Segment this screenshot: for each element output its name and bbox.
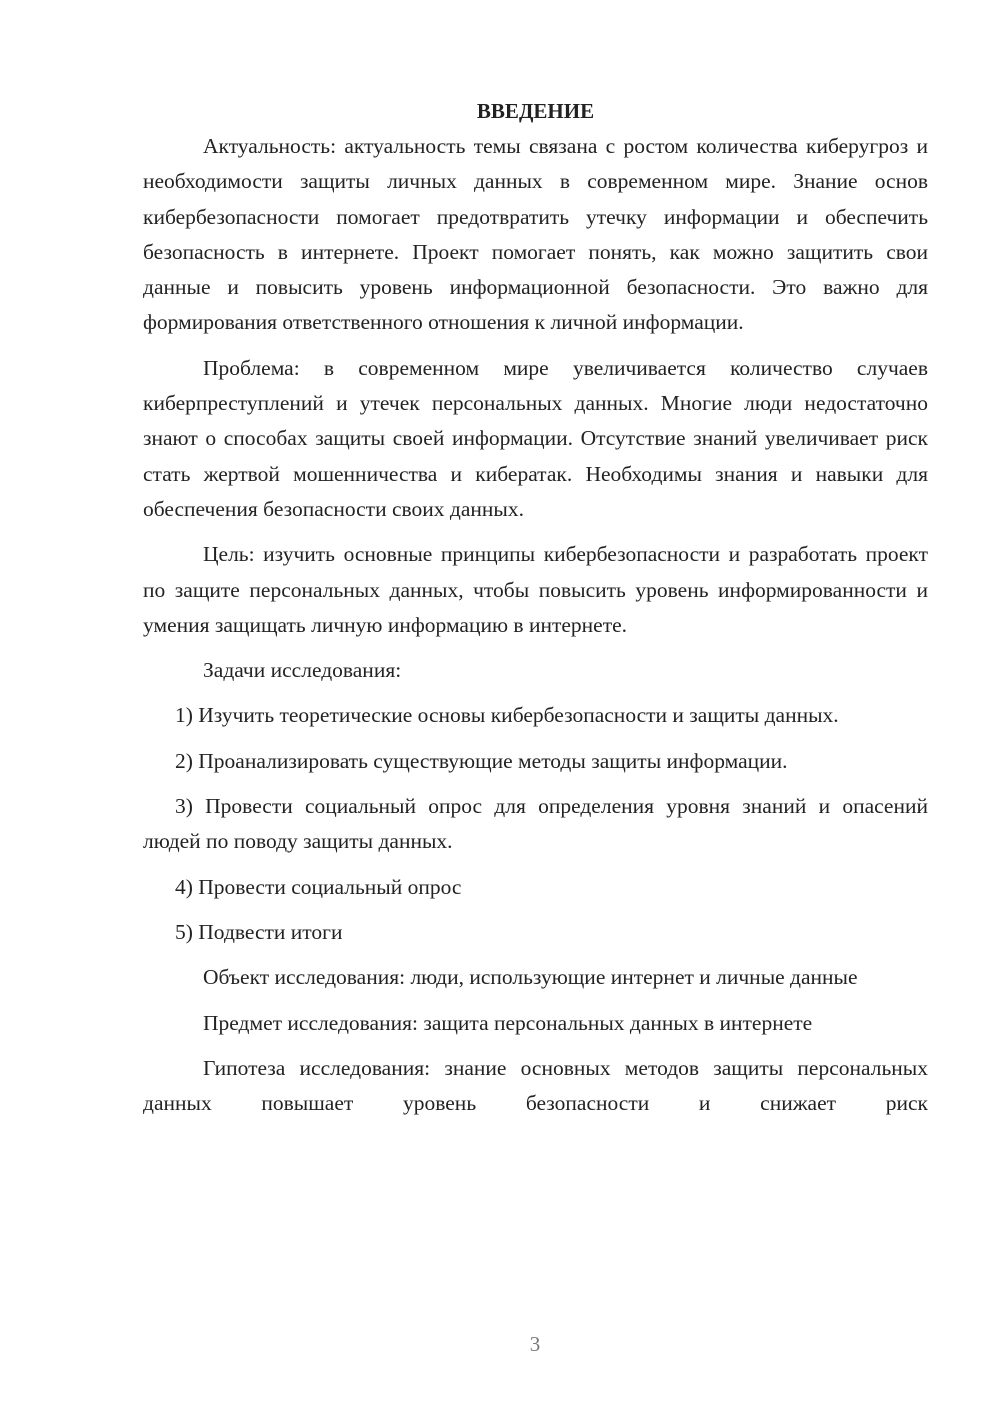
task-item-1: 1) Изучить теоретические основы кибербезопасности и защиты данных. [175, 703, 839, 728]
paragraph-goal: Цель: изучить основные принципы кибербезопасности и разработать проект по защите персональных данных, чтобы повысить уровень информированности и умения защищать личную информацию в интернете. [143, 542, 928, 637]
page-content [143, 94, 928, 1121]
task-item-5: 5) Подвести итоги [175, 919, 343, 944]
task-item-4: 4) Провести социальный опрос [175, 874, 462, 899]
task-item-2: 2) Проанализировать существующие методы защиты информации. [175, 748, 788, 773]
task-item-3: 3) Провести социальный опрос для определения уровня знаний и опасений людей по поводу защиты данных. [143, 794, 928, 854]
paragraph-object: Объект исследования: люди, использующие интернет и личные данные [203, 965, 858, 990]
section-heading: ВВЕДЕНИЕ [476, 99, 595, 123]
page-number: 3 [529, 1332, 541, 1356]
paragraph-relevance: Актуальность: актуальность темы связана с ростом количества киберугроз и необходимости защиты личных данных в современном мире. Знание основ кибербезопасности помогает предотвратить утечку информации и обеспечить безопасность в интернете. Проект помогает понять, как можно защитить свои данные и повысить уровень информационной безопасности. Это важно для формирования ответственного отношения к личной информации. [143, 134, 928, 335]
tasks-title: Задачи исследования: [203, 658, 402, 683]
paragraph-hypothesis: Гипотеза исследования: знание основных методов защиты персональных данных повышает уровень безопасности и снижает риск [143, 1055, 928, 1116]
paragraph-problem: Проблема: в современном мире увеличивается количество случаев киберпреступлений и утечек персональных данных. Многие люди недостаточно знают о способах защиты своей информации. Отсутствие знаний увеличивает риск стать жертвой мошенничества и кибератак. Необходимы знания и навыки для обеспечения безопасности своих данных. [143, 355, 928, 521]
paragraph-subject: Предмет исследования: защита персональных данных в интернете [203, 1010, 813, 1035]
